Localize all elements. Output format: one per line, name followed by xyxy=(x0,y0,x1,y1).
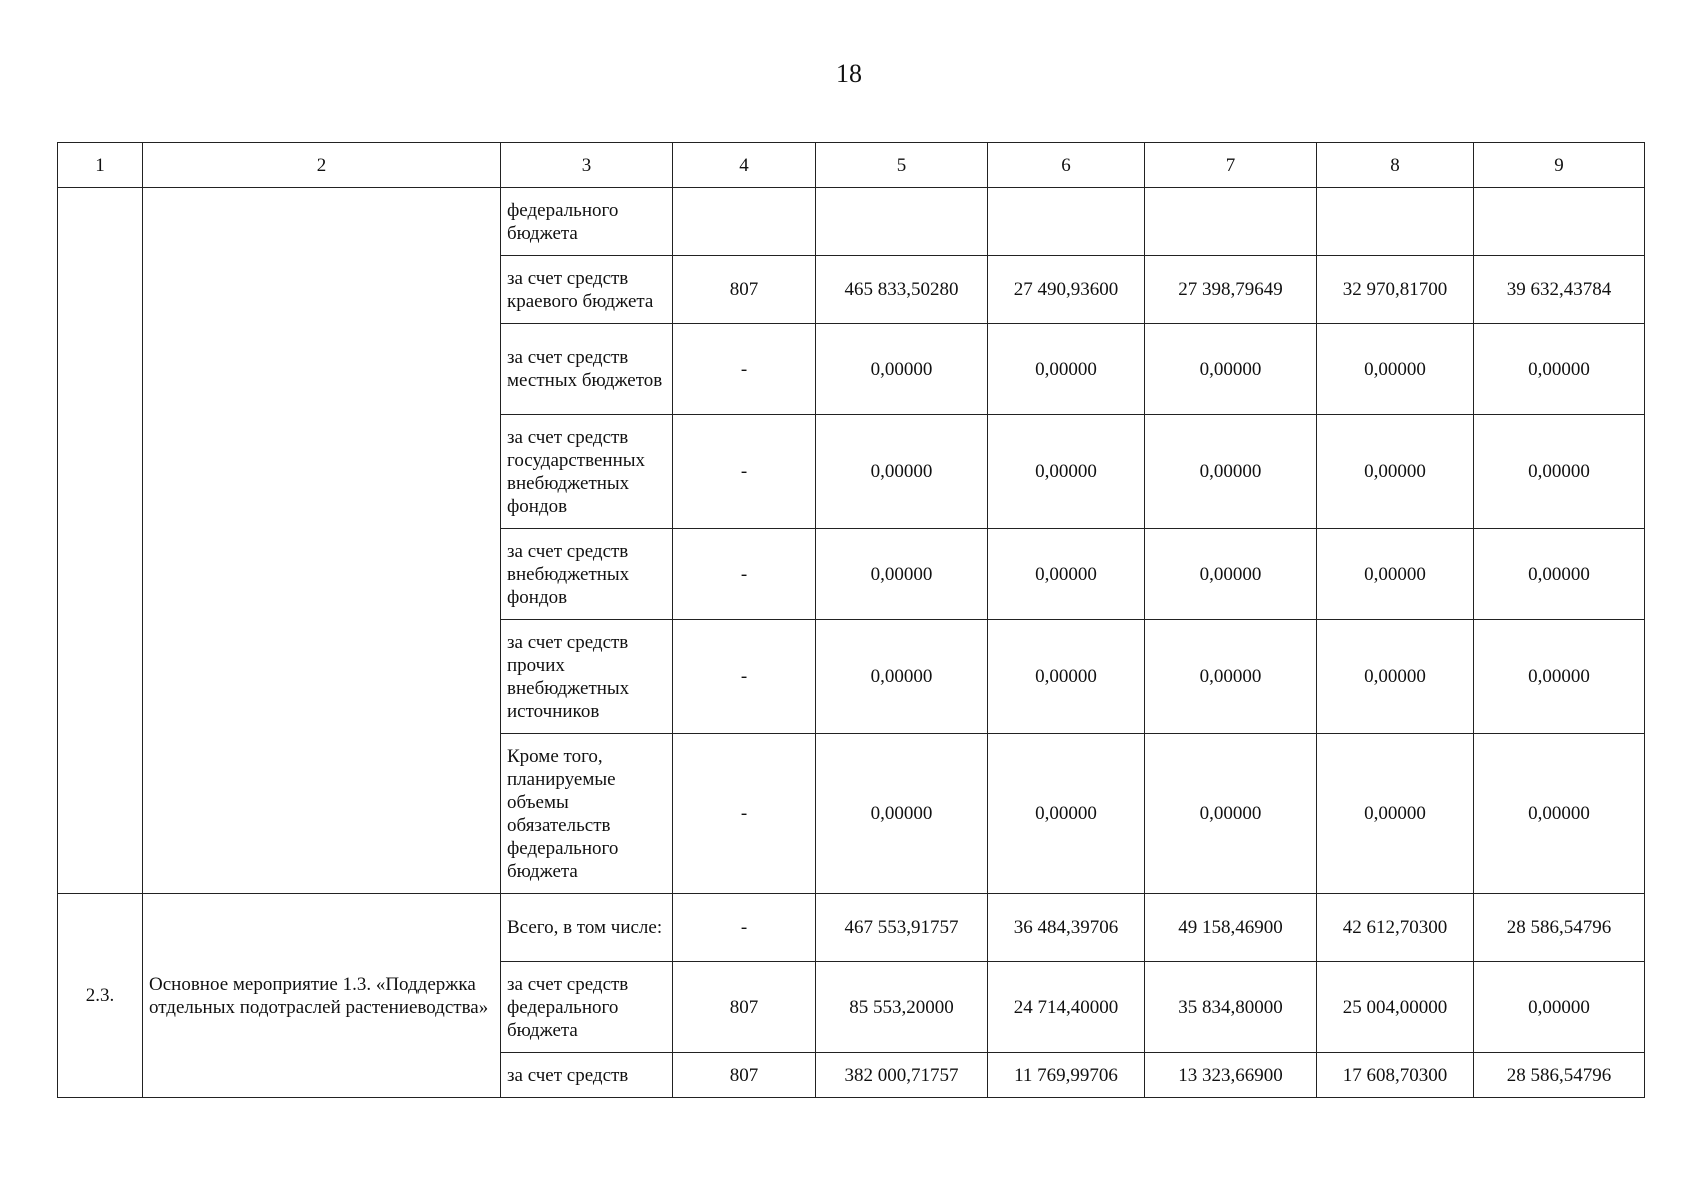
amount-cell: 0,00000 xyxy=(988,324,1145,415)
column-header: 8 xyxy=(1317,143,1474,188)
amount-cell: 0,00000 xyxy=(1474,324,1645,415)
amount-cell xyxy=(988,188,1145,256)
item-name-cell: Основное мероприятие 1.3. «Поддержка отдельных подотраслей растениеводства» xyxy=(143,894,501,1098)
amount-cell: 36 484,39706 xyxy=(988,894,1145,962)
amount-cell xyxy=(1145,188,1317,256)
item-number-cell: 2.3. xyxy=(58,894,143,1098)
amount-cell: 0,00000 xyxy=(816,734,988,894)
amount-cell: 0,00000 xyxy=(1474,415,1645,529)
amount-cell: 24 714,40000 xyxy=(988,962,1145,1053)
amount-cell: 85 553,20000 xyxy=(816,962,988,1053)
amount-cell: 27 398,79649 xyxy=(1145,256,1317,324)
amount-cell: 0,00000 xyxy=(816,529,988,620)
column-header: 5 xyxy=(816,143,988,188)
amount-cell: 39 632,43784 xyxy=(1474,256,1645,324)
amount-cell: 42 612,70300 xyxy=(1317,894,1474,962)
amount-cell: 0,00000 xyxy=(816,324,988,415)
budget-table xyxy=(57,142,1645,1098)
amount-cell: 0,00000 xyxy=(988,415,1145,529)
amount-cell: 0,00000 xyxy=(1474,734,1645,894)
amount-cell: 17 608,70300 xyxy=(1317,1053,1474,1098)
funding-source-cell: за счет средств прочих внебюджетных источников xyxy=(501,620,673,734)
budget-code-cell: - xyxy=(673,324,816,415)
amount-cell: 28 586,54796 xyxy=(1474,1053,1645,1098)
funding-source-cell: за счет средств внебюджетных фондов xyxy=(501,529,673,620)
funding-source-cell: Кроме того, планируемые объемы обязательств федерального бюджета xyxy=(501,734,673,894)
amount-cell: 0,00000 xyxy=(1317,734,1474,894)
amount-cell: 467 553,91757 xyxy=(816,894,988,962)
amount-cell: 0,00000 xyxy=(1474,962,1645,1053)
funding-source-cell: за счет средств государственных внебюджетных фондов xyxy=(501,415,673,529)
amount-cell: 0,00000 xyxy=(816,620,988,734)
amount-cell: 25 004,00000 xyxy=(1317,962,1474,1053)
funding-source-cell: за счет средств федерального бюджета xyxy=(501,962,673,1053)
column-header: 4 xyxy=(673,143,816,188)
column-header: 2 xyxy=(143,143,501,188)
amount-cell: 0,00000 xyxy=(1474,529,1645,620)
column-header: 7 xyxy=(1145,143,1317,188)
column-header: 1 xyxy=(58,143,143,188)
amount-cell: 0,00000 xyxy=(1317,529,1474,620)
amount-cell: 49 158,46900 xyxy=(1145,894,1317,962)
table-row xyxy=(58,894,1645,962)
column-header: 9 xyxy=(1474,143,1645,188)
amount-cell: 0,00000 xyxy=(1145,324,1317,415)
budget-code-cell: 807 xyxy=(673,256,816,324)
amount-cell xyxy=(816,188,988,256)
amount-cell: 0,00000 xyxy=(1317,415,1474,529)
column-header: 3 xyxy=(501,143,673,188)
amount-cell: 0,00000 xyxy=(816,415,988,529)
funding-source-cell: за счет средств краевого бюджета xyxy=(501,256,673,324)
amount-cell: 0,00000 xyxy=(1145,415,1317,529)
amount-cell: 32 970,81700 xyxy=(1317,256,1474,324)
budget-code-cell: - xyxy=(673,415,816,529)
budget-code-cell: 807 xyxy=(673,962,816,1053)
amount-cell: 465 833,50280 xyxy=(816,256,988,324)
amount-cell: 11 769,99706 xyxy=(988,1053,1145,1098)
amount-cell: 0,00000 xyxy=(1317,324,1474,415)
amount-cell: 0,00000 xyxy=(1145,734,1317,894)
budget-code-cell: - xyxy=(673,620,816,734)
item-name-cell xyxy=(143,188,501,894)
amount-cell: 0,00000 xyxy=(988,529,1145,620)
amount-cell xyxy=(1317,188,1474,256)
amount-cell: 28 586,54796 xyxy=(1474,894,1645,962)
amount-cell: 35 834,80000 xyxy=(1145,962,1317,1053)
funding-source-cell: федерального бюджета xyxy=(501,188,673,256)
amount-cell: 0,00000 xyxy=(1474,620,1645,734)
amount-cell: 13 323,66900 xyxy=(1145,1053,1317,1098)
budget-code-cell xyxy=(673,188,816,256)
budget-code-cell: - xyxy=(673,734,816,894)
amount-cell: 382 000,71757 xyxy=(816,1053,988,1098)
table-row xyxy=(58,188,1645,256)
column-header: 6 xyxy=(988,143,1145,188)
item-number-cell xyxy=(58,188,143,894)
table-header-row xyxy=(58,143,1645,188)
budget-code-cell: - xyxy=(673,529,816,620)
funding-source-cell: за счет средств местных бюджетов xyxy=(501,324,673,415)
amount-cell: 27 490,93600 xyxy=(988,256,1145,324)
budget-code-cell: 807 xyxy=(673,1053,816,1098)
funding-source-cell: Всего, в том числе: xyxy=(501,894,673,962)
amount-cell: 0,00000 xyxy=(1145,620,1317,734)
amount-cell xyxy=(1474,188,1645,256)
amount-cell: 0,00000 xyxy=(988,620,1145,734)
funding-source-cell: за счет средств xyxy=(501,1053,673,1098)
amount-cell: 0,00000 xyxy=(1145,529,1317,620)
amount-cell: 0,00000 xyxy=(1317,620,1474,734)
page-number: 18 xyxy=(836,59,862,88)
budget-code-cell: - xyxy=(673,894,816,962)
amount-cell: 0,00000 xyxy=(988,734,1145,894)
